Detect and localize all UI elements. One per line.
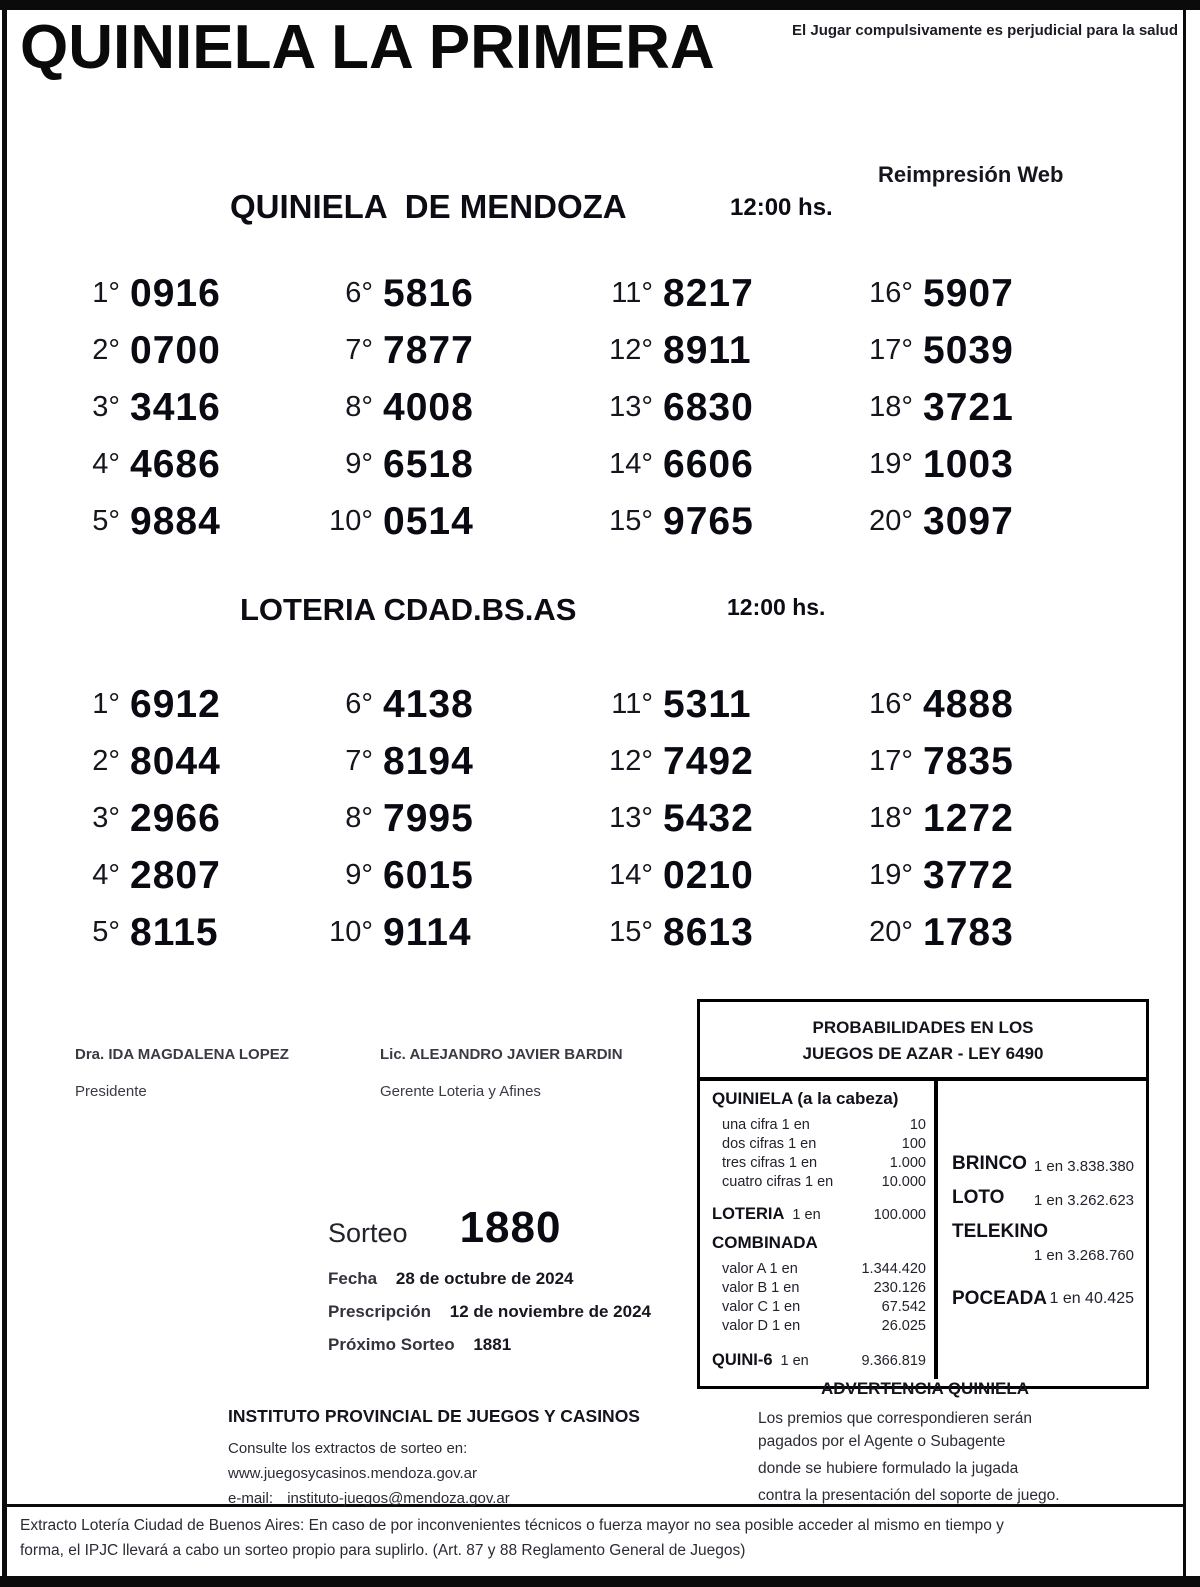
result-position: 2° <box>92 334 120 366</box>
probabilities-left-column <box>700 1081 938 1379</box>
prob-value: 67.542 <box>881 1299 926 1315</box>
result-cell <box>595 322 855 379</box>
result-position: 14° <box>609 859 653 891</box>
loto-label: LOTO <box>952 1187 1005 1208</box>
prob-label: dos cifras 1 en <box>722 1136 817 1152</box>
result-number: 5816 <box>383 271 474 315</box>
result-number: 1783 <box>923 910 1014 954</box>
result-cell <box>595 847 855 904</box>
prob-row <box>712 1279 926 1298</box>
result-position: 17° <box>869 745 913 777</box>
official-manager-role: Gerente Loteria y Afines <box>380 1083 541 1100</box>
result-cell <box>855 847 1085 904</box>
bsas-heading: LOTERIA CDAD.BS.AS <box>240 592 577 627</box>
prob-value: 26.025 <box>881 1318 926 1334</box>
prob-label: tres cifras 1 en <box>722 1155 818 1171</box>
instituto-consulte-line: Consulte los extractos de sorteo en: <box>228 1440 468 1457</box>
result-number: 8911 <box>663 328 752 372</box>
result-cell <box>855 790 1085 847</box>
result-position: 5° <box>92 916 120 948</box>
result-cell <box>595 790 855 847</box>
advertencia-block <box>730 1379 1120 1507</box>
result-position: 16° <box>869 277 913 309</box>
result-cell <box>595 904 855 961</box>
telekino-value: 1 en 3.268.760 <box>1033 1247 1134 1264</box>
poceada-value: 1 en 40.425 <box>1049 1290 1134 1307</box>
brinco-row <box>952 1153 1134 1175</box>
result-position: 3° <box>92 802 120 834</box>
right-border <box>1183 10 1186 1587</box>
result-position: 18° <box>869 802 913 834</box>
sorteo-label: Sorteo <box>328 1218 408 1248</box>
result-cell <box>62 265 315 322</box>
result-number: 4686 <box>130 442 221 486</box>
result-number: 3721 <box>923 385 1014 429</box>
fecha-label: Fecha <box>328 1269 378 1288</box>
instituto-block <box>228 1406 698 1511</box>
prob-value: 10.000 <box>881 1174 926 1190</box>
result-position: 7° <box>345 334 373 366</box>
proximo-sorteo-value: 1881 <box>473 1335 512 1354</box>
result-position: 13° <box>609 802 653 834</box>
result-cell <box>595 265 855 322</box>
probabilities-title-line1: PROBABILIDADES EN LOS <box>812 1018 1034 1037</box>
quini6-prob-row <box>712 1350 926 1371</box>
result-number: 0210 <box>663 853 754 897</box>
result-position: 17° <box>869 334 913 366</box>
result-number: 8613 <box>663 910 754 954</box>
result-number: 9765 <box>663 499 754 543</box>
result-number: 6015 <box>383 853 474 897</box>
result-number: 5907 <box>923 271 1014 315</box>
result-number: 1272 <box>923 796 1014 840</box>
footer-note-line1: Extracto Lotería Ciudad de Buenos Aires: En caso de por inconvenientes técnicos o fuerza mayor no sea posible acceder al mismo en tiempo y <box>20 1517 1004 1534</box>
probabilities-title-line2: JUEGOS DE AZAR - LEY 6490 <box>802 1044 1044 1063</box>
result-number: 7835 <box>923 739 1014 783</box>
official-president-role: Presidente <box>75 1083 147 1100</box>
official-president-name: Dra. IDA MAGDALENA LOPEZ <box>75 1046 289 1063</box>
result-cell <box>855 904 1085 961</box>
result-cell <box>62 790 315 847</box>
result-cell <box>855 733 1085 790</box>
telekino-row <box>952 1221 1134 1264</box>
prob-value: 1.344.420 <box>861 1261 926 1277</box>
loteria-prob-mid: 1 en <box>792 1207 821 1223</box>
email-label: e-mail: <box>228 1490 274 1507</box>
prob-value: 1.000 <box>889 1155 926 1171</box>
brinco-label: BRINCO <box>952 1153 1027 1174</box>
result-number: 5432 <box>663 796 754 840</box>
result-position: 9° <box>345 859 373 891</box>
prob-row <box>712 1173 926 1192</box>
draw-info-block <box>328 1203 748 1355</box>
prob-row <box>712 1298 926 1317</box>
result-number: 8044 <box>130 739 221 783</box>
advertencia-line: Los premios que correspondieren serán <box>758 1410 1032 1427</box>
telekino-label: TELEKINO <box>952 1221 1049 1242</box>
prob-row <box>712 1135 926 1154</box>
result-position: 12° <box>609 334 653 366</box>
prob-label: valor D 1 en <box>722 1318 801 1334</box>
prescripcion-label: Prescripción <box>328 1302 431 1321</box>
prob-row <box>712 1317 926 1336</box>
official-manager-name: Lic. ALEJANDRO JAVIER BARDIN <box>380 1046 623 1063</box>
loteria-prob-label: LOTERIA <box>712 1205 785 1223</box>
result-number: 8217 <box>663 271 754 315</box>
result-number: 6912 <box>130 682 221 726</box>
result-position: 8° <box>345 391 373 423</box>
prob-label: valor B 1 en <box>722 1280 800 1296</box>
result-cell <box>855 493 1085 550</box>
advertencia-line: contra la presentación del soporte de juego. <box>758 1487 1060 1504</box>
result-position: 20° <box>869 916 913 948</box>
result-cell <box>855 265 1085 322</box>
result-position: 13° <box>609 391 653 423</box>
quini6-value: 9.366.819 <box>861 1353 926 1369</box>
bsas-time: 12:00 hs. <box>727 594 826 620</box>
prob-label: una cifra 1 en <box>722 1117 810 1133</box>
mendoza-time: 12:00 hs. <box>730 194 833 221</box>
loteria-prob-value: 100.000 <box>873 1207 926 1223</box>
result-position: 2° <box>92 745 120 777</box>
result-number: 6518 <box>383 442 474 486</box>
result-number: 5039 <box>923 328 1014 372</box>
result-cell <box>62 676 315 733</box>
result-position: 4° <box>92 448 120 480</box>
result-position: 11° <box>611 688 653 720</box>
advertencia-line: pagados por el Agente o Subagente <box>758 1433 1006 1450</box>
probabilities-right-column <box>938 1081 1146 1379</box>
result-cell <box>595 733 855 790</box>
result-position: 1° <box>92 277 120 309</box>
result-position: 3° <box>92 391 120 423</box>
quiniela-prob-heading: QUINIELA (a la cabeza) <box>712 1089 899 1108</box>
result-number: 2966 <box>130 796 221 840</box>
result-cell <box>315 847 595 904</box>
prob-row <box>712 1260 926 1279</box>
left-border <box>2 10 7 1587</box>
result-number: 7995 <box>383 796 474 840</box>
top-border <box>0 0 1200 10</box>
health-warning-text: El Jugar compulsivamente es perjudicial para la salud <box>792 22 1178 39</box>
prob-label: valor C 1 en <box>722 1299 801 1315</box>
result-position: 15° <box>609 916 653 948</box>
instituto-website: www.juegosycasinos.mendoza.gov.ar <box>228 1465 478 1482</box>
result-number: 4888 <box>923 682 1014 726</box>
result-cell <box>62 847 315 904</box>
loto-row <box>952 1187 1134 1209</box>
result-position: 10° <box>329 916 373 948</box>
prob-row <box>712 1154 926 1173</box>
result-position: 19° <box>869 859 913 891</box>
instituto-name: INSTITUTO PROVINCIAL DE JUEGOS Y CASINOS <box>228 1406 640 1426</box>
result-position: 11° <box>611 277 653 309</box>
result-cell <box>595 379 855 436</box>
result-position: 20° <box>869 505 913 537</box>
result-position: 6° <box>345 277 373 309</box>
quini6-mid: 1 en <box>780 1353 809 1369</box>
footer-note <box>20 1513 1170 1563</box>
result-cell <box>315 265 595 322</box>
result-cell <box>315 436 595 493</box>
loteria-prob-row <box>712 1204 926 1225</box>
result-number: 3416 <box>130 385 221 429</box>
combinada-heading: COMBINADA <box>712 1233 818 1252</box>
poceada-label: POCEADA <box>952 1288 1048 1309</box>
result-number: 0916 <box>130 271 221 315</box>
result-position: 9° <box>345 448 373 480</box>
sorteo-number: 1880 <box>459 1203 562 1252</box>
result-number: 3772 <box>923 853 1014 897</box>
result-position: 8° <box>345 802 373 834</box>
probabilities-box <box>697 999 1149 1389</box>
result-number: 1003 <box>923 442 1014 486</box>
result-cell <box>595 436 855 493</box>
result-cell <box>855 436 1085 493</box>
brinco-value: 1 en 3.838.380 <box>1033 1158 1134 1175</box>
result-cell <box>315 904 595 961</box>
result-number: 0700 <box>130 328 221 372</box>
result-number: 4138 <box>383 682 474 726</box>
advertencia-line: donde se hubiere formulado la jugada <box>758 1460 1019 1477</box>
result-number: 8115 <box>130 910 219 954</box>
result-position: 4° <box>92 859 120 891</box>
result-number: 5311 <box>663 682 752 726</box>
prob-value: 230.126 <box>873 1280 926 1296</box>
result-number: 4008 <box>383 385 474 429</box>
result-position: 14° <box>609 448 653 480</box>
result-position: 10° <box>329 505 373 537</box>
result-cell <box>62 493 315 550</box>
result-number: 6606 <box>663 442 754 486</box>
result-cell <box>315 493 595 550</box>
mendoza-heading: QUINIELA DE MENDOZA <box>230 188 627 225</box>
prob-row <box>712 1116 926 1135</box>
result-cell <box>62 322 315 379</box>
result-cell <box>855 676 1085 733</box>
result-cell <box>315 676 595 733</box>
quini6-label: QUINI-6 <box>712 1351 773 1369</box>
result-cell <box>62 733 315 790</box>
prob-label: cuatro cifras 1 en <box>722 1174 834 1190</box>
result-number: 7492 <box>663 739 754 783</box>
prob-value: 100 <box>901 1136 926 1152</box>
proximo-sorteo-label: Próximo Sorteo <box>328 1335 455 1354</box>
mendoza-results-grid <box>62 265 1102 550</box>
result-cell <box>315 379 595 436</box>
result-number: 2807 <box>130 853 221 897</box>
result-cell <box>62 379 315 436</box>
result-cell <box>62 436 315 493</box>
result-position: 19° <box>869 448 913 480</box>
prescripcion-value: 12 de noviembre de 2024 <box>449 1302 652 1321</box>
result-position: 12° <box>609 745 653 777</box>
result-position: 18° <box>869 391 913 423</box>
result-cell <box>62 904 315 961</box>
result-number: 6830 <box>663 385 754 429</box>
reprint-label: Reimpresión Web <box>878 162 1064 187</box>
result-number: 9114 <box>383 910 472 954</box>
result-number: 3097 <box>923 499 1014 543</box>
result-cell <box>315 733 595 790</box>
bsas-results-grid <box>62 676 1102 961</box>
page-title: QUINIELA LA PRIMERA <box>20 13 715 82</box>
instituto-email-line <box>228 1486 698 1511</box>
result-position: 1° <box>92 688 120 720</box>
email-address: instituto-juegos@mendoza.gov.ar <box>287 1490 510 1507</box>
loto-value: 1 en 3.262.623 <box>1033 1192 1134 1209</box>
result-number: 7877 <box>383 328 474 372</box>
result-cell <box>595 676 855 733</box>
prob-label: valor A 1 en <box>722 1261 798 1277</box>
result-position: 6° <box>345 688 373 720</box>
footer-note-line2: forma, el IPJC llevará a cabo un sorteo propio para suplirlo. (Art. 87 y 88 Reglamento General de Juegos) <box>20 1542 746 1559</box>
fecha-value: 28 de octubre de 2024 <box>395 1269 574 1288</box>
result-position: 15° <box>609 505 653 537</box>
prob-value: 10 <box>909 1117 926 1133</box>
result-position: 5° <box>92 505 120 537</box>
result-position: 7° <box>345 745 373 777</box>
result-cell <box>855 379 1085 436</box>
poceada-row <box>952 1288 1134 1310</box>
result-number: 9884 <box>130 499 221 543</box>
result-position: 16° <box>869 688 913 720</box>
result-cell <box>595 493 855 550</box>
result-number: 8194 <box>383 739 474 783</box>
advertencia-title: ADVERTENCIA QUINIELA <box>820 1379 1030 1398</box>
result-number: 0514 <box>383 499 474 543</box>
probabilities-title <box>700 1002 1146 1081</box>
result-cell <box>315 322 595 379</box>
bottom-border <box>0 1576 1200 1587</box>
result-cell <box>315 790 595 847</box>
result-cell <box>855 322 1085 379</box>
